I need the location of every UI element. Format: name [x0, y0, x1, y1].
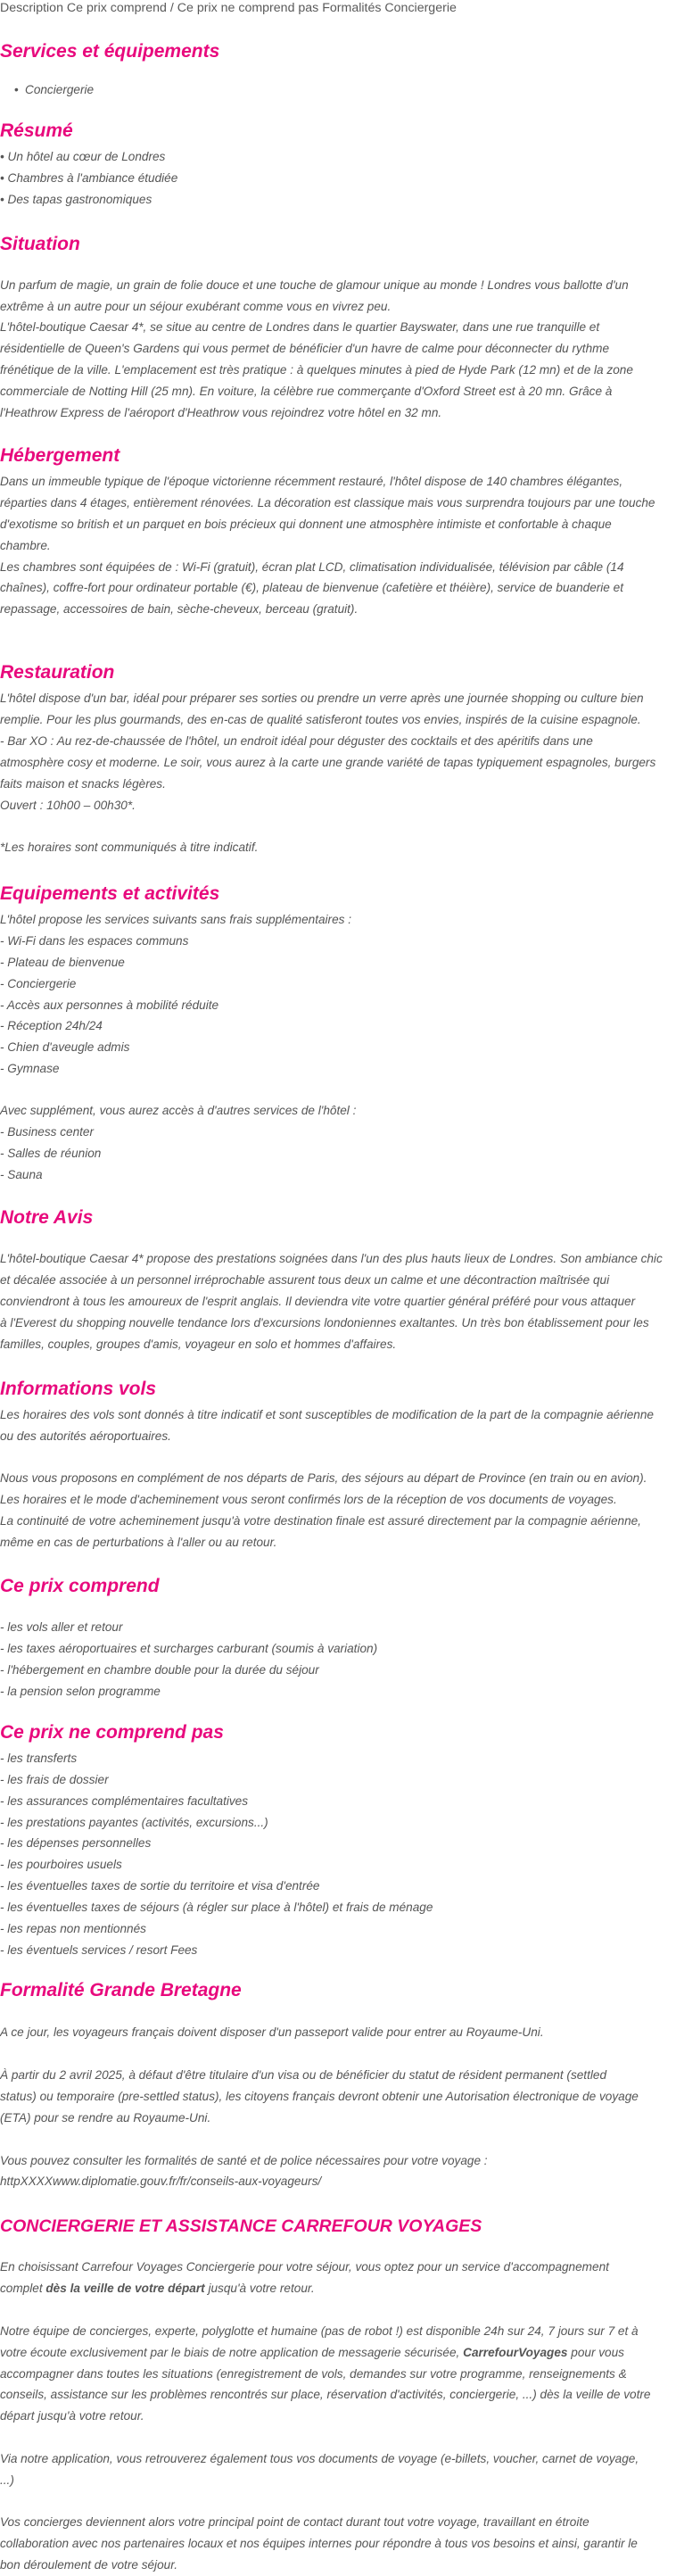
hebergement-line: chaînes), coffre-fort pour ordinateur portable (€), plateau de bienvenue (cafetière et théière), service de buanderie et: [0, 581, 623, 594]
conciergerie-title: CONCIERGERIE ET ASSISTANCE CARREFOUR VOYAGES: [0, 2216, 482, 2236]
non-comprend-item: - les repas non mentionnés: [0, 1922, 146, 1935]
conciergerie-p2: [0, 2342, 624, 2364]
situation-line: résidentielle de Queen's Gardens qui vous permet de bénéficier d'un havre de calme pour déconnecter du rythme: [0, 342, 610, 355]
vols-line: Les horaires et le mode d'acheminement vous seront confirmés lors de la réception de vos documents de voyages.: [0, 1493, 617, 1506]
text: complet: [0, 2282, 46, 2295]
restauration-line: L'hôtel dispose d'un bar, idéal pour préparer ses sorties ou prendre un verre après une journée shopping ou culture bien: [0, 692, 644, 705]
equipements-line: - Conciergerie: [0, 977, 77, 990]
vols-line: Les horaires des vols sont donnés à titre indicatif et sont susceptibles de modification de la part de la compagnie aérienne: [0, 1408, 654, 1421]
avis-line: familles, couples, groupes d'amis, voyageur en solo et hommes d'affaires.: [0, 1338, 397, 1351]
diplomatie-link[interactable]: httpXXXXwww.diplomatie.gouv.fr/fr/conseils-aux-voyageurs/: [0, 2174, 322, 2188]
breadcrumb-formalites[interactable]: Formalités: [322, 1, 382, 15]
avis-line: et décalée associée à un personnel irréprochable assurent tous deux un calme et une décontraction maîtrisée qui: [0, 1273, 610, 1287]
breadcrumb-separator: /: [169, 1, 174, 15]
non-comprend-item: - les éventuelles taxes de séjours (à régler sur place à l'hôtel) et frais de ménage: [0, 1901, 433, 1914]
conciergerie-p2: Notre équipe de concierges, experte, polyglotte et humaine (pas de robot !) est disponible 24h sur 24, 7 jours sur 7 et à: [0, 2324, 639, 2338]
vols-title: Informations vols: [0, 1379, 157, 1399]
equipements-line: Avec supplément, vous aurez accès à d'autres services de l'hôtel :: [0, 1104, 357, 1117]
restauration-line: - Bar XO : Au rez-de-chaussée de l'hôtel, un endroit idéal pour déguster des cocktails et des apéritifs dans une: [0, 734, 593, 748]
equipements-line: - Plateau de bienvenue: [0, 956, 125, 969]
avis-line: conviendront à tous les amoureux de l'esprit anglais. Il deviendra vite votre quartier général préféré pour vous attaquer: [0, 1295, 636, 1308]
conciergerie-p3: ...): [0, 2473, 14, 2487]
conciergerie-p2: conseils, assistance sur les problèmes rencontrés sur place, réservation d'activités, conciergerie, ...) dès la veille de votre: [0, 2388, 651, 2401]
hebergement-line: Les chambres sont équipées de : Wi-Fi (gratuit), écran plat LCD, climatisation individualisée, télévision par câble (14: [0, 560, 624, 574]
restauration-title: Restauration: [0, 662, 115, 683]
non-comprend-item: - les prestations payantes (activités, excursions...): [0, 1816, 268, 1829]
hebergement-line: réparties dans 4 étages, entièrement rénovées. La décoration est classique mais vous surprendra toujours par une touche: [0, 496, 655, 509]
comprend-item: - la pension selon programme: [0, 1685, 161, 1698]
conciergerie-p2: départ jusqu'à votre retour.: [0, 2409, 144, 2423]
avis-title: Notre Avis: [0, 1207, 94, 1228]
conciergerie-p1: [0, 2278, 315, 2299]
conciergerie-p3: Via notre application, vous retrouverez également tous vos documents de voyage (e-billets, voucher, carnet de voyage,: [0, 2452, 639, 2465]
situation-line: frénétique de la ville. L'emplacement est très pratique : à quelques minutes à pied de Hyde Park (12 mn) et de la zone: [0, 363, 633, 377]
services-title: Services et équipements: [0, 41, 220, 62]
vols-line: même en cas de perturbations à l'aller ou au retour.: [0, 1536, 277, 1549]
vols-line: Nous vous proposons en complément de nos départs de Paris, des séjours au départ de Province (en train ou en avion).: [0, 1471, 647, 1485]
formalite-line: A ce jour, les voyageurs français doivent disposer d'un passeport valide pour entrer au Royaume-Uni.: [0, 2025, 544, 2039]
situation-line: l'Heathrow Express de l'aéroport d'Heathrow vous rejoindrez votre hôtel en 32 mn.: [0, 406, 442, 419]
situation-line: extrême à un autre pour un séjour exubérant comme vous en vivrez peu.: [0, 300, 392, 313]
resume-title: Résumé: [0, 120, 73, 141]
vols-line: La continuité de votre acheminement jusqu'à votre destination finale est assuré directement par la compagnie aérienne,: [0, 1514, 641, 1528]
restauration-note: *Les horaires sont communiqués à titre indicatif.: [0, 841, 259, 854]
hebergement-line: Dans un immeuble typique de l'époque victorienne récemment restauré, l'hôtel dispose de 140 chambres élégantes,: [0, 475, 623, 488]
situation-line: Un parfum de magie, un grain de folie douce et une touche de glamour unique au monde ! Londres vous ballotte d'un: [0, 278, 629, 292]
avis-line: L'hôtel-boutique Caesar 4* propose des prestations soignées dans l'un des plus hauts lieux de Londres. Son ambiance chic: [0, 1252, 663, 1265]
vols-line: ou des autorités aéroportuaires.: [0, 1429, 171, 1443]
comprend-item: - les taxes aéroportuaires et surcharges carburant (soumis à variation): [0, 1642, 378, 1655]
text: votre écoute exclusivement par le biais de notre application de messagerie sécurisée,: [0, 2346, 464, 2359]
resume-line-2: • Chambres à l'ambiance étudiée: [0, 171, 178, 185]
non-comprend-title: Ce prix ne comprend pas: [0, 1722, 224, 1743]
hebergement-line: chambre.: [0, 539, 51, 552]
emphasis-text: CarrefourVoyages: [463, 2346, 568, 2359]
restauration-line: remplie. Pour les plus gourmands, des en-cas de qualité satisferont toutes vos envies, inspirés de la cuisine espagnole.: [0, 713, 641, 726]
situation-line: commerciale de Notting Hill (25 mn). En voiture, la célèbre rue commerçante d'Oxford Street est à 20 mn. Grâce à: [0, 385, 613, 398]
text: jusqu'à votre retour.: [204, 2282, 315, 2295]
equipements-line: - Accès aux personnes à mobilité réduite: [0, 998, 219, 1012]
formalite-title: Formalité Grande Bretagne: [0, 1980, 242, 2000]
emphasis-text: dès la veille de votre départ: [45, 2282, 205, 2295]
hebergement-line: repassage, accessoires de bain, sèche-cheveux, berceau (gratuit).: [0, 602, 359, 616]
non-comprend-item: - les pourboires usuels: [0, 1858, 122, 1871]
equipements-line: - Salles de réunion: [0, 1147, 102, 1160]
breadcrumb: [0, 1, 457, 15]
non-comprend-item: - les éventuels services / resort Fees: [0, 1943, 198, 1957]
hebergement-line: d'exotisme so british et un parquet en bois précieux qui donnent une atmosphère intimiste et confortable à chaque: [0, 518, 612, 531]
situation-title: Situation: [0, 234, 80, 254]
services-item-conciergerie: • Conciergerie: [25, 83, 94, 96]
equipements-line: - Wi-Fi dans les espaces communs: [0, 934, 189, 948]
equipements-line: L'hôtel propose les services suivants sans frais supplémentaires :: [0, 913, 351, 926]
comprend-title: Ce prix comprend: [0, 1576, 160, 1596]
conciergerie-p4: Vos concierges deviennent alors votre principal point de contact durant tout votre voyage, travaillant en étroite: [0, 2515, 589, 2529]
situation-line: L'hôtel-boutique Caesar 4*, se situe au centre de Londres dans le quartier Bayswater, dans une rue tranquille et: [0, 320, 600, 334]
conciergerie-p2: accompagner dans toutes les situations (enregistrement de vols, demandes sur votre programme, renseignements &: [0, 2367, 627, 2381]
comprend-item: - les vols aller et retour: [0, 1620, 123, 1634]
avis-line: à l'Everest du shopping nouvelle tendance lors d'excursions londoniennes exaltantes. Un très bon établissement pour les: [0, 1316, 649, 1329]
breadcrumb-description[interactable]: Description: [0, 1, 63, 15]
restauration-line: atmosphère cosy et moderne. Le soir, vous aurez à la carte une grande variété de tapas typiquement espagnoles, burgers: [0, 756, 656, 769]
restauration-line: faits maison et snacks légères.: [0, 777, 166, 791]
resume-line-3: • Des tapas gastronomiques: [0, 193, 153, 206]
equipements-title: Equipements et activités: [0, 883, 220, 904]
breadcrumb-ce-prix-comprend[interactable]: Ce prix comprend: [66, 1, 167, 15]
non-comprend-item: - les transferts: [0, 1752, 78, 1765]
hebergement-title: Hébergement: [0, 445, 120, 466]
equipements-line: - Chien d'aveugle admis: [0, 1040, 130, 1054]
non-comprend-item: - les éventuelles taxes de sortie du territoire et visa d'entrée: [0, 1879, 320, 1893]
breadcrumb-ce-prix-ne-comprend-pas[interactable]: Ce prix ne comprend pas: [177, 1, 319, 15]
restauration-line: Ouvert : 10h00 – 00h30*.: [0, 799, 136, 812]
conciergerie-p4: bon déroulement de votre séjour.: [0, 2558, 177, 2572]
breadcrumb-conciergerie[interactable]: Conciergerie: [384, 1, 457, 15]
conciergerie-p1: En choisissant Carrefour Voyages Conciergerie pour votre séjour, vous optez pour un service d'accompagnement: [0, 2260, 609, 2274]
non-comprend-item: - les frais de dossier: [0, 1773, 109, 1786]
non-comprend-item: - les dépenses personnelles: [0, 1836, 152, 1850]
equipements-line: - Réception 24h/24: [0, 1019, 103, 1032]
equipements-line: - Sauna: [0, 1168, 43, 1181]
non-comprend-item: - les assurances complémentaires facultatives: [0, 1794, 249, 1808]
equipements-line: - Gymnase: [0, 1062, 60, 1075]
comprend-item: - l'hébergement en chambre double pour la durée du séjour: [0, 1663, 319, 1677]
conciergerie-p4: collaboration avec nos partenaires locaux et nos équipes internes pour répondre à tous vos besoins et ainsi, garantir le: [0, 2537, 638, 2550]
text: pour vous: [567, 2346, 624, 2359]
formalite-line: status) ou temporaire (pre-settled status), les citoyens français devront obtenir une Autorisation électronique de voyage: [0, 2090, 639, 2103]
formalite-line: (ETA) pour se rendre au Royaume-Uni.: [0, 2111, 211, 2125]
resume-line-1: • Un hôtel au cœur de Londres: [0, 150, 166, 163]
formalite-line: À partir du 2 avril 2025, à défaut d'être titulaire d'un visa ou de bénéficier du statut de résident permanent (settled: [0, 2068, 606, 2082]
formalite-line: Vous pouvez consulter les formalités de santé et de police nécessaires pour votre voyage :: [0, 2154, 488, 2167]
equipements-line: - Business center: [0, 1125, 95, 1139]
